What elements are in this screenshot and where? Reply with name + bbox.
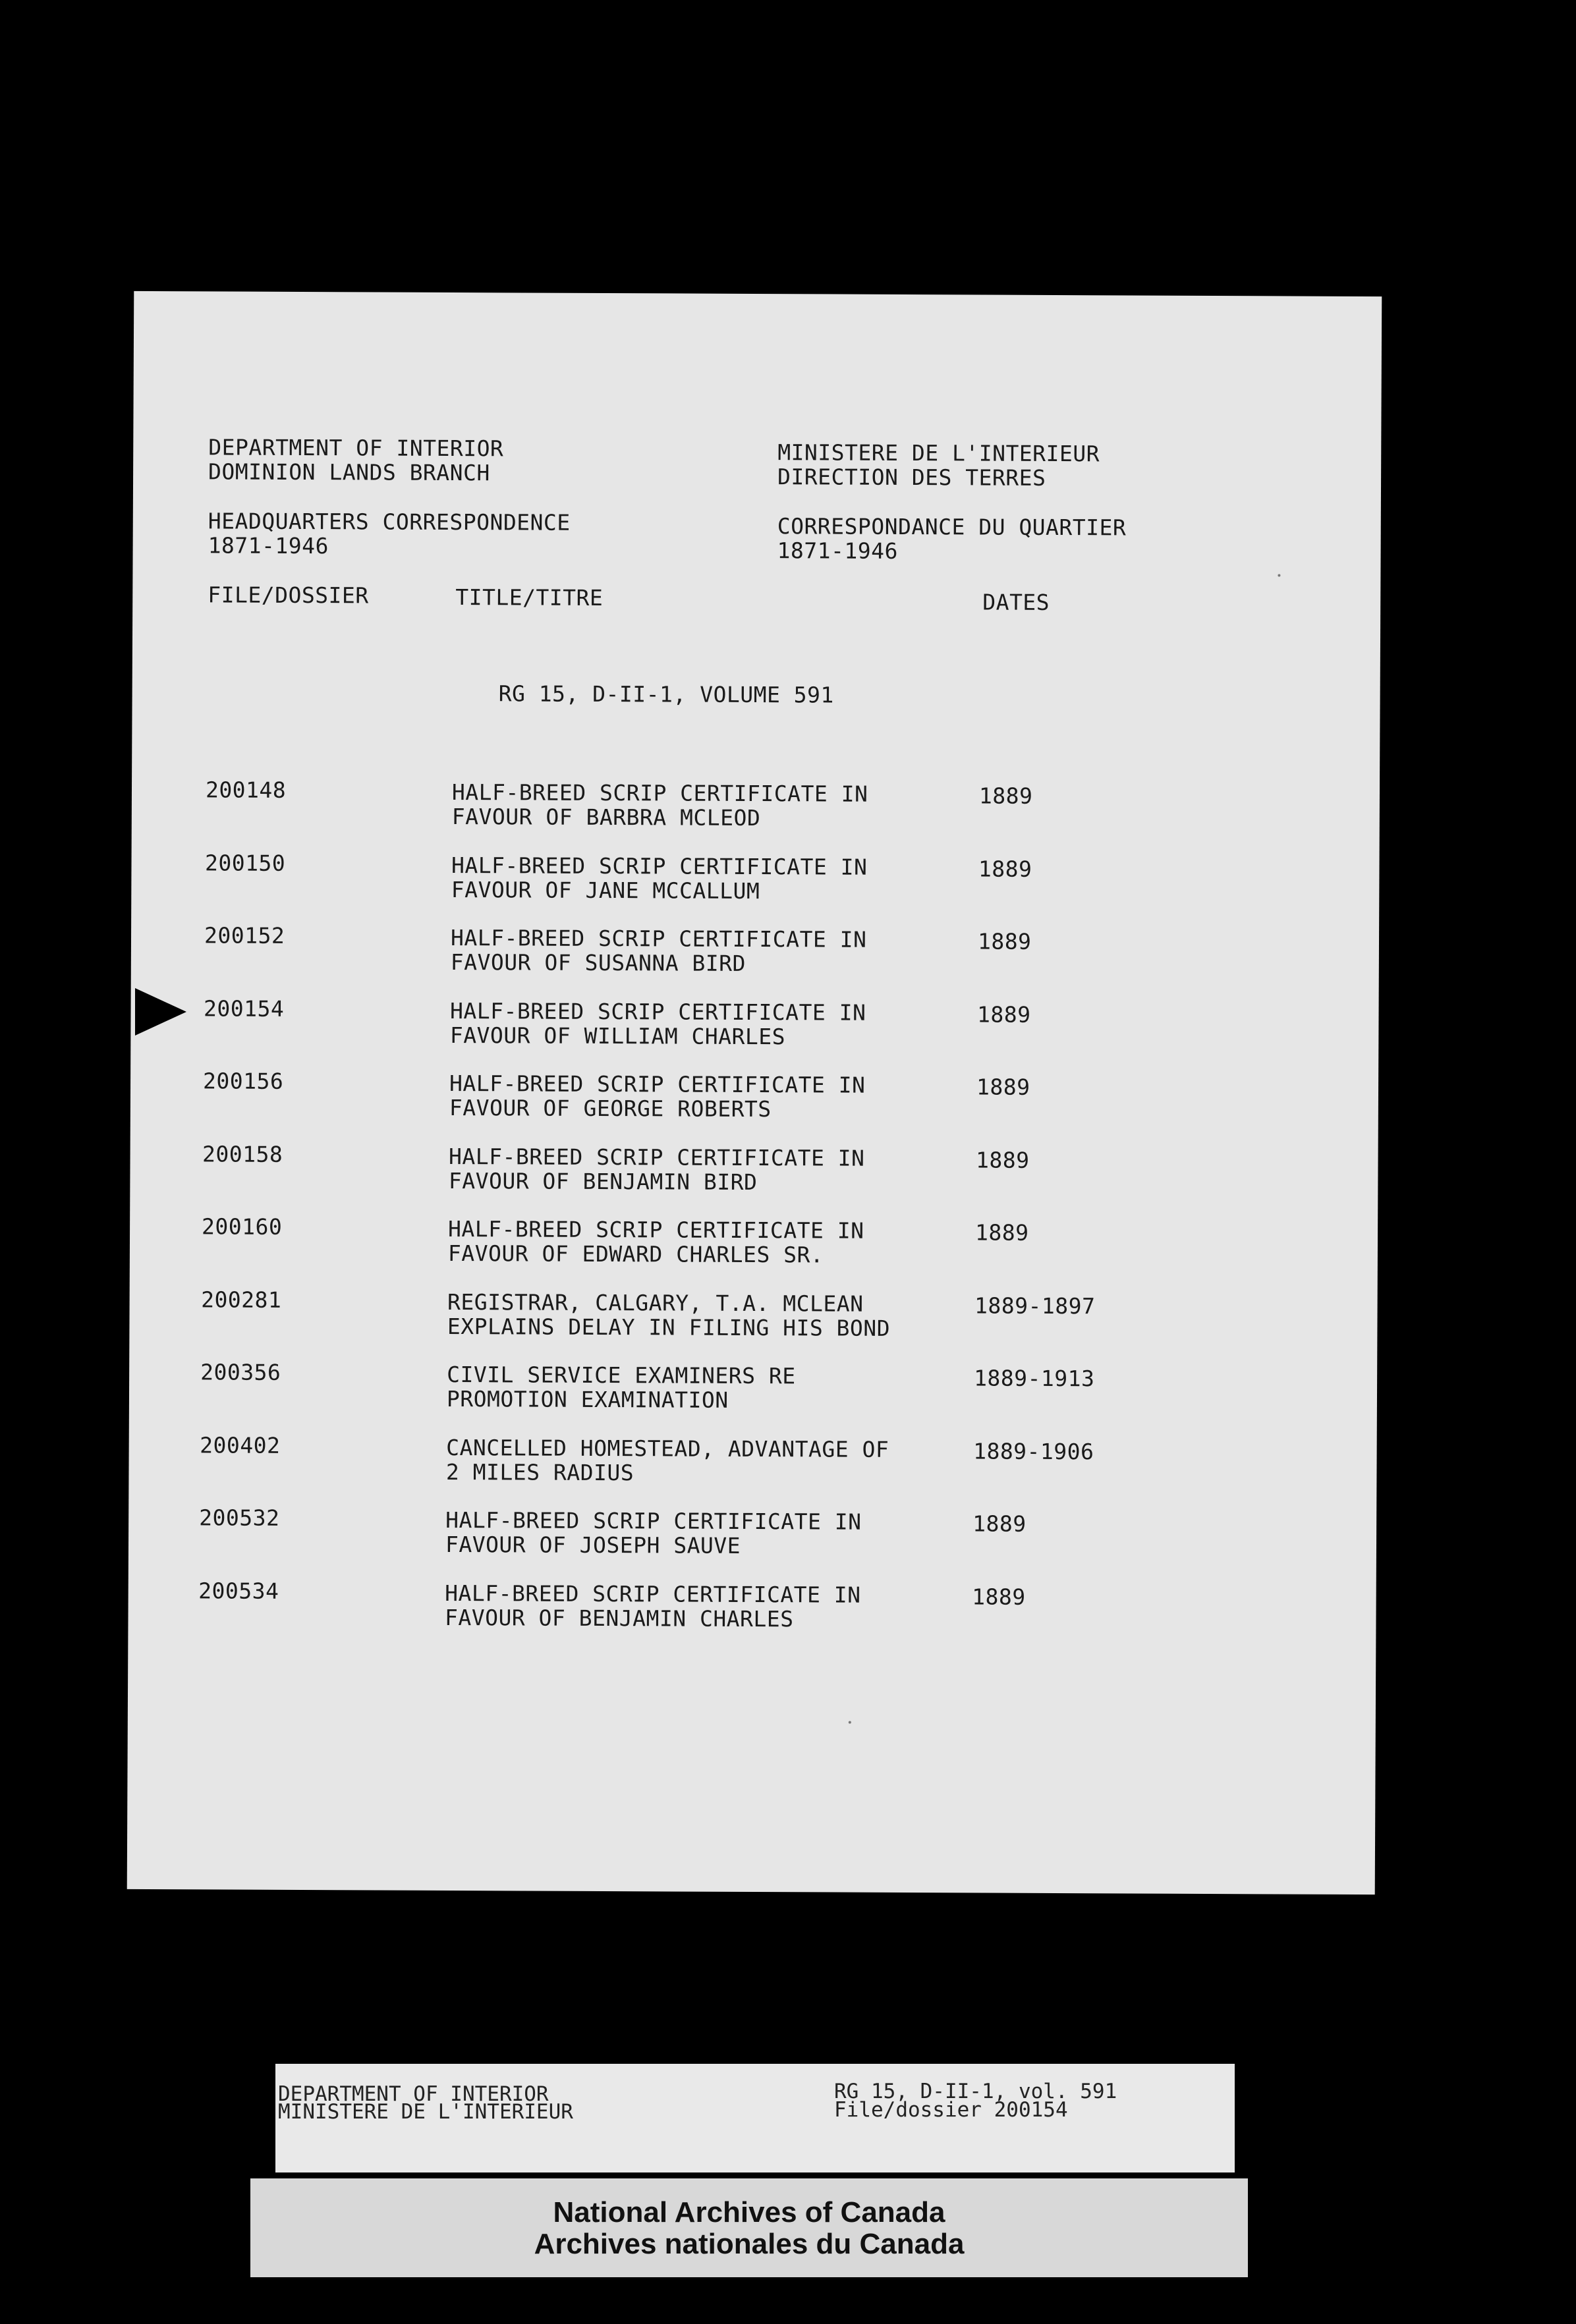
entry-file-number: 200532 [199, 1505, 280, 1531]
entry-title-line1: HALF-BREED SCRIP CERTIFICATE IN [448, 1143, 865, 1171]
entry-title-line1: HALF-BREED SCRIP CERTIFICATE IN [448, 1215, 864, 1244]
banner-line-en: National Archives of Canada [553, 2196, 945, 2228]
header-series-en: HEADQUARTERS CORRESPONDENCE [208, 508, 571, 536]
archives-banner [250, 2178, 1248, 2277]
entry-title-line1: HALF-BREED SCRIP CERTIFICATE IN [451, 779, 868, 807]
entry-file-number: 200154 [203, 995, 285, 1022]
label-reference: RG 15, D-II-1, vol. 591 [834, 2080, 1117, 2103]
entry-date: 1889 [976, 1001, 1031, 1028]
entry-title-line1: CIVIL SERVICE EXAMINERS RE [447, 1361, 796, 1389]
entry-date: 1889 [978, 783, 1033, 809]
label-file-number: File/dossier 200154 [834, 2098, 1068, 2122]
entry-title-line1: HALF-BREED SCRIP CERTIFICATE IN [449, 997, 866, 1026]
document-sheet [127, 291, 1382, 1895]
header-branch-fr: DIRECTION DES TERRES [777, 464, 1046, 491]
entry-file-number: 200534 [198, 1577, 279, 1604]
entry-file-number: 200281 [201, 1286, 282, 1313]
archive-label [275, 2064, 1235, 2172]
label-dept-en: DEPARTMENT OF INTERIOR [278, 2082, 549, 2106]
entry-file-number: 200160 [202, 1213, 283, 1240]
entry-title-line2: FAVOUR OF GEORGE ROBERTS [449, 1094, 772, 1122]
entry-title-line1: CANCELLED HOMESTEAD, ADVANTAGE OF [446, 1434, 889, 1462]
column-header-title: TITLE/TITRE [455, 584, 604, 611]
volume-heading: RG 15, D-II-1, VOLUME 591 [498, 680, 834, 708]
entry-title-line2: FAVOUR OF JANE MCCALLUM [451, 876, 760, 904]
header-years-en: 1871-1946 [208, 532, 329, 559]
paper-speck [849, 1721, 851, 1724]
header-dept-fr: MINISTERE DE L'INTERIEUR [777, 439, 1100, 467]
entry-title-line2: FAVOUR OF JOSEPH SAUVE [445, 1531, 741, 1559]
entry-file-number: 200156 [202, 1068, 284, 1094]
entry-file-number: 200152 [204, 922, 285, 949]
entry-date: 1889 [972, 1510, 1027, 1537]
entry-title-line2: FAVOUR OF SUSANNA BIRD [450, 949, 746, 976]
column-header-dates: DATES [982, 589, 1050, 615]
banner-line-fr: Archives nationales du Canada [534, 2228, 965, 2260]
entry-title-line1: HALF-BREED SCRIP CERTIFICATE IN [445, 1580, 861, 1608]
entry-file-number: 200158 [202, 1140, 283, 1167]
entry-title-line2: EXPLAINS DELAY IN FILING HIS BOND [447, 1313, 891, 1341]
paper-speck [1278, 574, 1280, 576]
label-dept-fr: MINISTERE DE L'INTERIEUR [278, 2100, 573, 2124]
column-header-file: FILE/DOSSIER [208, 582, 369, 609]
entry-title-line1: HALF-BREED SCRIP CERTIFICATE IN [450, 924, 867, 953]
entry-date: 1889-1906 [973, 1437, 1094, 1464]
entry-file-number: 200356 [200, 1359, 281, 1385]
entry-file-number: 200148 [205, 777, 287, 803]
entry-title-line2: FAVOUR OF BARBRA MCLEOD [451, 803, 761, 831]
entry-date: 1889-1897 [974, 1292, 1096, 1319]
header-years-fr: 1871-1946 [777, 538, 898, 564]
entry-title-line2: FAVOUR OF BENJAMIN CHARLES [444, 1604, 794, 1632]
entry-title-line1: REGISTRAR, CALGARY, T.A. MCLEAN [447, 1288, 864, 1317]
entry-date: 1889 [977, 928, 1032, 954]
header-dept-en: DEPARTMENT OF INTERIOR [208, 434, 504, 462]
entry-title-line2: FAVOUR OF EDWARD CHARLES SR. [447, 1240, 824, 1268]
entry-date: 1889-1913 [974, 1365, 1095, 1392]
entry-title-line2: 2 MILES RADIUS [445, 1458, 634, 1485]
header-branch-en: DOMINION LANDS BRANCH [208, 458, 490, 486]
entry-file-number: 200150 [204, 849, 286, 876]
entry-date: 1889 [974, 1219, 1029, 1246]
entry-title-line1: HALF-BREED SCRIP CERTIFICATE IN [445, 1507, 862, 1535]
entry-title-line2: FAVOUR OF BENJAMIN BIRD [448, 1167, 758, 1195]
file-pointer-marker [135, 988, 186, 1036]
entry-title-line1: HALF-BREED SCRIP CERTIFICATE IN [449, 1070, 866, 1098]
entry-title-line2: PROMOTION EXAMINATION [446, 1385, 729, 1413]
entry-date: 1889 [975, 1146, 1030, 1173]
entry-date: 1889 [976, 1074, 1030, 1100]
header-series-fr: CORRESPONDANCE DU QUARTIER [777, 513, 1127, 541]
entry-file-number: 200402 [200, 1431, 281, 1458]
entry-date: 1889 [978, 855, 1032, 882]
entry-title-line1: HALF-BREED SCRIP CERTIFICATE IN [451, 852, 868, 880]
entry-title-line2: FAVOUR OF WILLIAM CHARLES [449, 1022, 786, 1049]
entry-date: 1889 [972, 1583, 1026, 1610]
